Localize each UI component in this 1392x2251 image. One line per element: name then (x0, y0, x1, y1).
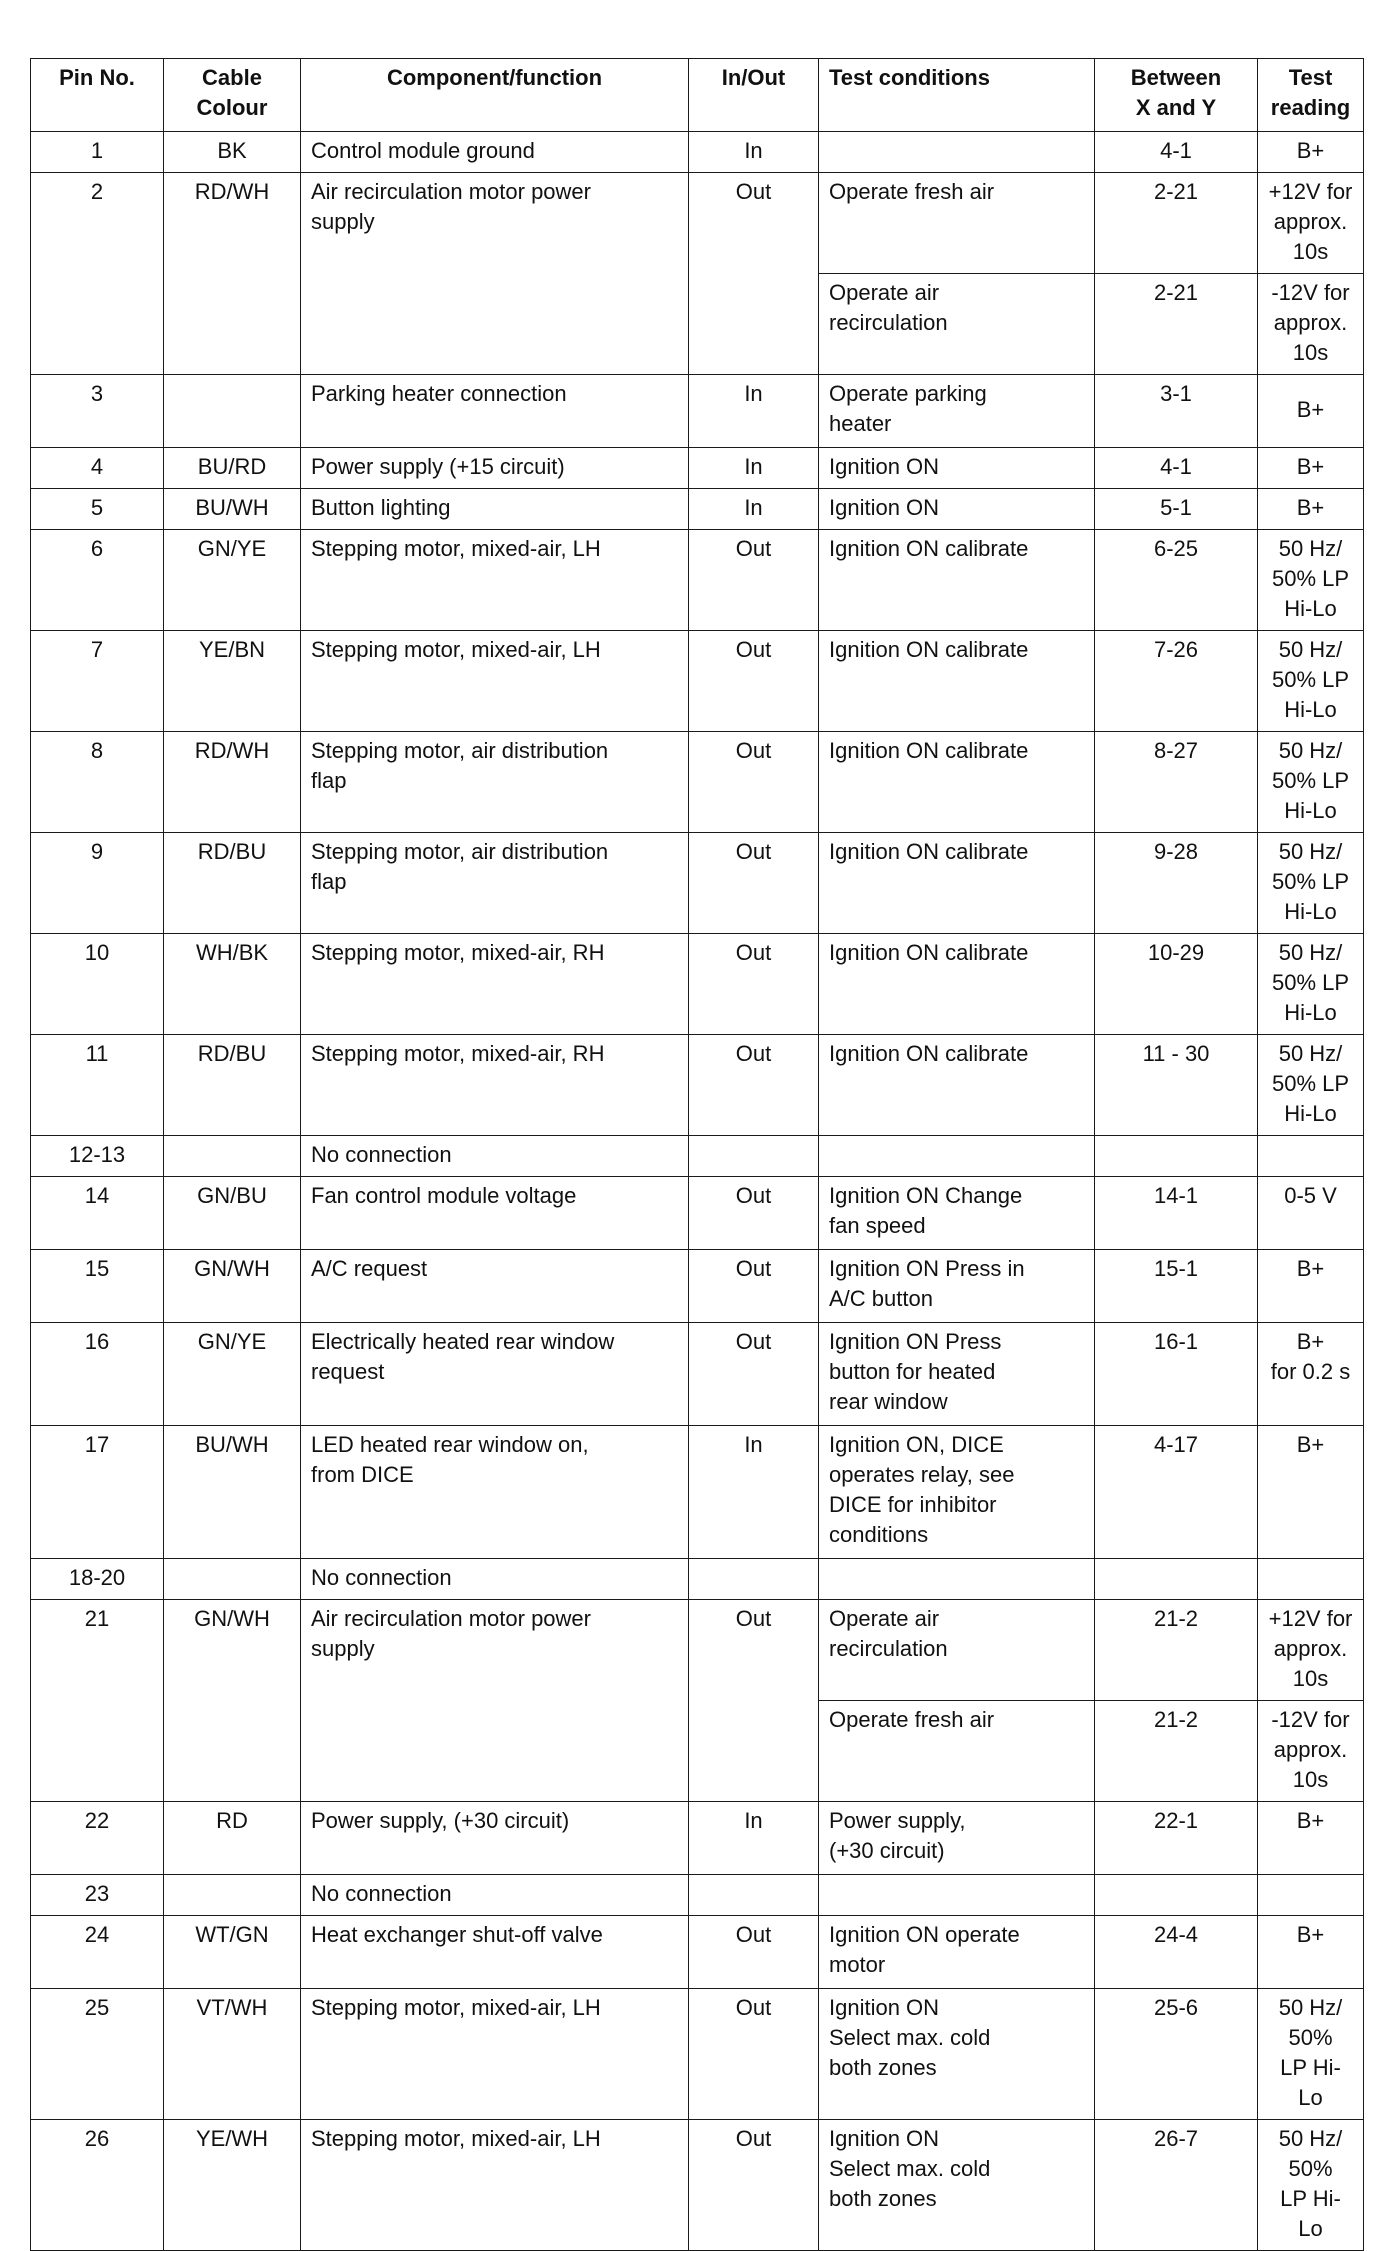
reading-cell: B+ (1258, 448, 1364, 489)
pin-cell: 23 (31, 1875, 164, 1916)
between-cell: 24-4 (1095, 1916, 1258, 1989)
table-row (31, 934, 1364, 1035)
reading-cell: +12V for approx. 10s (1258, 1600, 1364, 1701)
component-cell: No connection (301, 1875, 689, 1916)
header-test-reading: Test reading (1258, 59, 1364, 132)
table-row (31, 132, 1364, 173)
table-row (31, 1802, 1364, 1875)
component-cell: Heat exchanger shut-off valve (301, 1916, 689, 1989)
pin-cell: 24 (31, 1916, 164, 1989)
cable-cell: GN/WH (164, 1250, 301, 1323)
reading-cell: B+ (1258, 1426, 1364, 1559)
table-row (31, 1989, 1364, 2120)
reading-cell: B+ (1258, 489, 1364, 530)
test-cell (819, 1136, 1095, 1177)
cable-cell: RD/WH (164, 173, 301, 375)
table-row (31, 1600, 1364, 1701)
pin-cell: 22 (31, 1802, 164, 1875)
header-cable-colour: Cable Colour (164, 59, 301, 132)
cable-cell: VT/WH (164, 1989, 301, 2120)
header-row (31, 59, 1364, 132)
between-cell: 5-1 (1095, 489, 1258, 530)
inout-cell: In (689, 448, 819, 489)
test-cell: Ignition ON calibrate (819, 833, 1095, 934)
pin-cell: 10 (31, 934, 164, 1035)
test-cell: Ignition ON (819, 489, 1095, 530)
pin-cell: 3 (31, 375, 164, 448)
table-row (31, 173, 1364, 274)
between-cell: 3-1 (1095, 375, 1258, 448)
test-cell: Operate fresh air (819, 173, 1095, 274)
component-cell: Stepping motor, mixed-air, LH (301, 2120, 689, 2251)
reading-cell: 50 Hz/ 50% LP Hi-Lo (1258, 631, 1364, 732)
inout-cell: Out (689, 530, 819, 631)
header-between-x-y: Between X and Y (1095, 59, 1258, 132)
test-cell (819, 1875, 1095, 1916)
cable-cell: BU/WH (164, 489, 301, 530)
reading-cell: 50 Hz/ 50% LP Hi-Lo (1258, 530, 1364, 631)
component-cell: Power supply (+15 circuit) (301, 448, 689, 489)
component-cell: Stepping motor, air distribution flap (301, 833, 689, 934)
between-cell: 10-29 (1095, 934, 1258, 1035)
reading-cell: 50 Hz/ 50% LP Hi-Lo (1258, 934, 1364, 1035)
reading-cell: B+ (1258, 1916, 1364, 1989)
cable-cell: BK (164, 132, 301, 173)
table-row (31, 1250, 1364, 1323)
test-cell: Operate fresh air (819, 1701, 1095, 1802)
inout-cell: In (689, 489, 819, 530)
component-cell: No connection (301, 1559, 689, 1600)
between-cell: 25-6 (1095, 1989, 1258, 2120)
test-cell: Ignition ON Select max. cold both zones (819, 2120, 1095, 2251)
table-row (31, 1323, 1364, 1426)
between-cell: 26-7 (1095, 2120, 1258, 2251)
header-in-out: In/Out (689, 59, 819, 132)
inout-cell: Out (689, 833, 819, 934)
table-row (31, 489, 1364, 530)
test-cell: Operate air recirculation (819, 274, 1095, 375)
test-cell: Power supply, (+30 circuit) (819, 1802, 1095, 1875)
reading-cell: B+ (1258, 1250, 1364, 1323)
inout-cell: In (689, 1802, 819, 1875)
table-row (31, 375, 1364, 448)
inout-cell: Out (689, 934, 819, 1035)
test-cell: Ignition ON calibrate (819, 732, 1095, 833)
between-cell: 22-1 (1095, 1802, 1258, 1875)
component-cell: Power supply, (+30 circuit) (301, 1802, 689, 1875)
test-cell: Ignition ON calibrate (819, 530, 1095, 631)
between-cell: 4-17 (1095, 1426, 1258, 1559)
header-component-function: Component/function (301, 59, 689, 132)
cable-cell: WH/BK (164, 934, 301, 1035)
inout-cell: Out (689, 173, 819, 375)
reading-cell (1258, 1136, 1364, 1177)
between-cell (1095, 1875, 1258, 1916)
reading-cell: 50 Hz/ 50% LP Hi-Lo (1258, 1989, 1364, 2120)
reading-cell: +12V for approx. 10s (1258, 173, 1364, 274)
pin-cell: 12-13 (31, 1136, 164, 1177)
table-row (31, 1136, 1364, 1177)
test-cell: Operate air recirculation (819, 1600, 1095, 1701)
inout-cell: In (689, 1426, 819, 1559)
reading-cell: -12V for approx. 10s (1258, 274, 1364, 375)
reading-cell: 50 Hz/ 50% LP Hi-Lo (1258, 1035, 1364, 1136)
component-cell: LED heated rear window on, from DICE (301, 1426, 689, 1559)
between-cell: 6-25 (1095, 530, 1258, 631)
inout-cell: Out (689, 1177, 819, 1250)
component-cell: No connection (301, 1136, 689, 1177)
cable-cell: YE/BN (164, 631, 301, 732)
component-cell: Stepping motor, mixed-air, RH (301, 934, 689, 1035)
test-cell (819, 1559, 1095, 1600)
pin-cell: 16 (31, 1323, 164, 1426)
pin-cell: 8 (31, 732, 164, 833)
between-cell: 21-2 (1095, 1701, 1258, 1802)
table-row (31, 1035, 1364, 1136)
between-cell: 14-1 (1095, 1177, 1258, 1250)
test-cell: Ignition ON calibrate (819, 631, 1095, 732)
test-cell: Operate parking heater (819, 375, 1095, 448)
component-cell: Stepping motor, mixed-air, LH (301, 1989, 689, 2120)
between-cell (1095, 1559, 1258, 1600)
table-row (31, 1426, 1364, 1559)
component-cell: Control module ground (301, 132, 689, 173)
component-cell: Air recirculation motor power supply (301, 173, 689, 375)
table-row (31, 2120, 1364, 2251)
table-row (31, 1875, 1364, 1916)
component-cell: Stepping motor, air distribution flap (301, 732, 689, 833)
cable-cell: GN/BU (164, 1177, 301, 1250)
test-cell: Ignition ON Select max. cold both zones (819, 1989, 1095, 2120)
inout-cell: Out (689, 1250, 819, 1323)
cable-cell: RD/WH (164, 732, 301, 833)
cable-cell (164, 375, 301, 448)
cable-cell: GN/YE (164, 1323, 301, 1426)
header-pin-no: Pin No. (31, 59, 164, 132)
cable-cell (164, 1136, 301, 1177)
between-cell: 15-1 (1095, 1250, 1258, 1323)
inout-cell: Out (689, 732, 819, 833)
inout-cell: Out (689, 2120, 819, 2251)
between-cell: 16-1 (1095, 1323, 1258, 1426)
reading-cell (1258, 1875, 1364, 1916)
between-cell: 8-27 (1095, 732, 1258, 833)
pin-test-table (30, 58, 1364, 2251)
cable-cell: GN/YE (164, 530, 301, 631)
pin-cell: 17 (31, 1426, 164, 1559)
cable-cell: GN/WH (164, 1600, 301, 1802)
component-cell: Stepping motor, mixed-air, LH (301, 631, 689, 732)
inout-cell (689, 1875, 819, 1916)
test-cell: Ignition ON Change fan speed (819, 1177, 1095, 1250)
component-cell: Fan control module voltage (301, 1177, 689, 1250)
component-cell: A/C request (301, 1250, 689, 1323)
cable-cell: BU/WH (164, 1426, 301, 1559)
pin-cell: 18-20 (31, 1559, 164, 1600)
cable-cell: RD/BU (164, 833, 301, 934)
between-cell: 2-21 (1095, 173, 1258, 274)
component-cell: Stepping motor, mixed-air, LH (301, 530, 689, 631)
table-row (31, 530, 1364, 631)
inout-cell (689, 1559, 819, 1600)
cable-cell: WT/GN (164, 1916, 301, 1989)
table-row (31, 1916, 1364, 1989)
reading-cell: -12V for approx. 10s (1258, 1701, 1364, 1802)
inout-cell (689, 1136, 819, 1177)
pin-cell: 1 (31, 132, 164, 173)
table-row (31, 1177, 1364, 1250)
reading-cell: 0-5 V (1258, 1177, 1364, 1250)
cable-cell: RD (164, 1802, 301, 1875)
table-row (31, 833, 1364, 934)
table-row (31, 448, 1364, 489)
between-cell: 11 - 30 (1095, 1035, 1258, 1136)
reading-cell: 50 Hz/ 50% LP Hi-Lo (1258, 2120, 1364, 2251)
inout-cell: In (689, 132, 819, 173)
pin-cell: 5 (31, 489, 164, 530)
test-cell: Ignition ON Press in A/C button (819, 1250, 1095, 1323)
pin-cell: 15 (31, 1250, 164, 1323)
between-cell (1095, 1136, 1258, 1177)
test-cell: Ignition ON Press button for heated rear window (819, 1323, 1095, 1426)
cable-cell: RD/BU (164, 1035, 301, 1136)
inout-cell: Out (689, 1600, 819, 1802)
pin-cell: 14 (31, 1177, 164, 1250)
component-cell: Button lighting (301, 489, 689, 530)
test-cell (819, 132, 1095, 173)
test-cell: Ignition ON (819, 448, 1095, 489)
between-cell: 2-21 (1095, 274, 1258, 375)
test-cell: Ignition ON operate motor (819, 1916, 1095, 1989)
pin-cell: 4 (31, 448, 164, 489)
pin-cell: 21 (31, 1600, 164, 1802)
header-test-conditions: Test conditions (819, 59, 1095, 132)
between-cell: 7-26 (1095, 631, 1258, 732)
table-row (31, 1559, 1364, 1600)
table-row (31, 631, 1364, 732)
inout-cell: Out (689, 1323, 819, 1426)
reading-cell: B+ (1258, 1802, 1364, 1875)
reading-cell: 50 Hz/ 50% LP Hi-Lo (1258, 732, 1364, 833)
cable-cell (164, 1559, 301, 1600)
pin-cell: 9 (31, 833, 164, 934)
pin-cell: 11 (31, 1035, 164, 1136)
pin-cell: 26 (31, 2120, 164, 2251)
test-cell: Ignition ON, DICE operates relay, see DICE for inhibitor conditions (819, 1426, 1095, 1559)
component-cell: Air recirculation motor power supply (301, 1600, 689, 1802)
between-cell: 9-28 (1095, 833, 1258, 934)
inout-cell: Out (689, 1989, 819, 2120)
between-cell: 21-2 (1095, 1600, 1258, 1701)
pin-cell: 25 (31, 1989, 164, 2120)
pin-cell: 2 (31, 173, 164, 375)
reading-cell: B+ (1258, 375, 1364, 448)
inout-cell: Out (689, 1916, 819, 1989)
pin-cell: 6 (31, 530, 164, 631)
reading-cell (1258, 1559, 1364, 1600)
between-cell: 4-1 (1095, 448, 1258, 489)
cable-cell: BU/RD (164, 448, 301, 489)
inout-cell: In (689, 375, 819, 448)
test-cell: Ignition ON calibrate (819, 1035, 1095, 1136)
table-row (31, 732, 1364, 833)
reading-cell: 50 Hz/ 50% LP Hi-Lo (1258, 833, 1364, 934)
inout-cell: Out (689, 631, 819, 732)
component-cell: Parking heater connection (301, 375, 689, 448)
component-cell: Stepping motor, mixed-air, RH (301, 1035, 689, 1136)
reading-cell: B+ (1258, 132, 1364, 173)
pin-cell: 7 (31, 631, 164, 732)
reading-cell: B+ for 0.2 s (1258, 1323, 1364, 1426)
inout-cell: Out (689, 1035, 819, 1136)
test-cell: Ignition ON calibrate (819, 934, 1095, 1035)
cable-cell: YE/WH (164, 2120, 301, 2251)
between-cell: 4-1 (1095, 132, 1258, 173)
component-cell: Electrically heated rear window request (301, 1323, 689, 1426)
cable-cell (164, 1875, 301, 1916)
